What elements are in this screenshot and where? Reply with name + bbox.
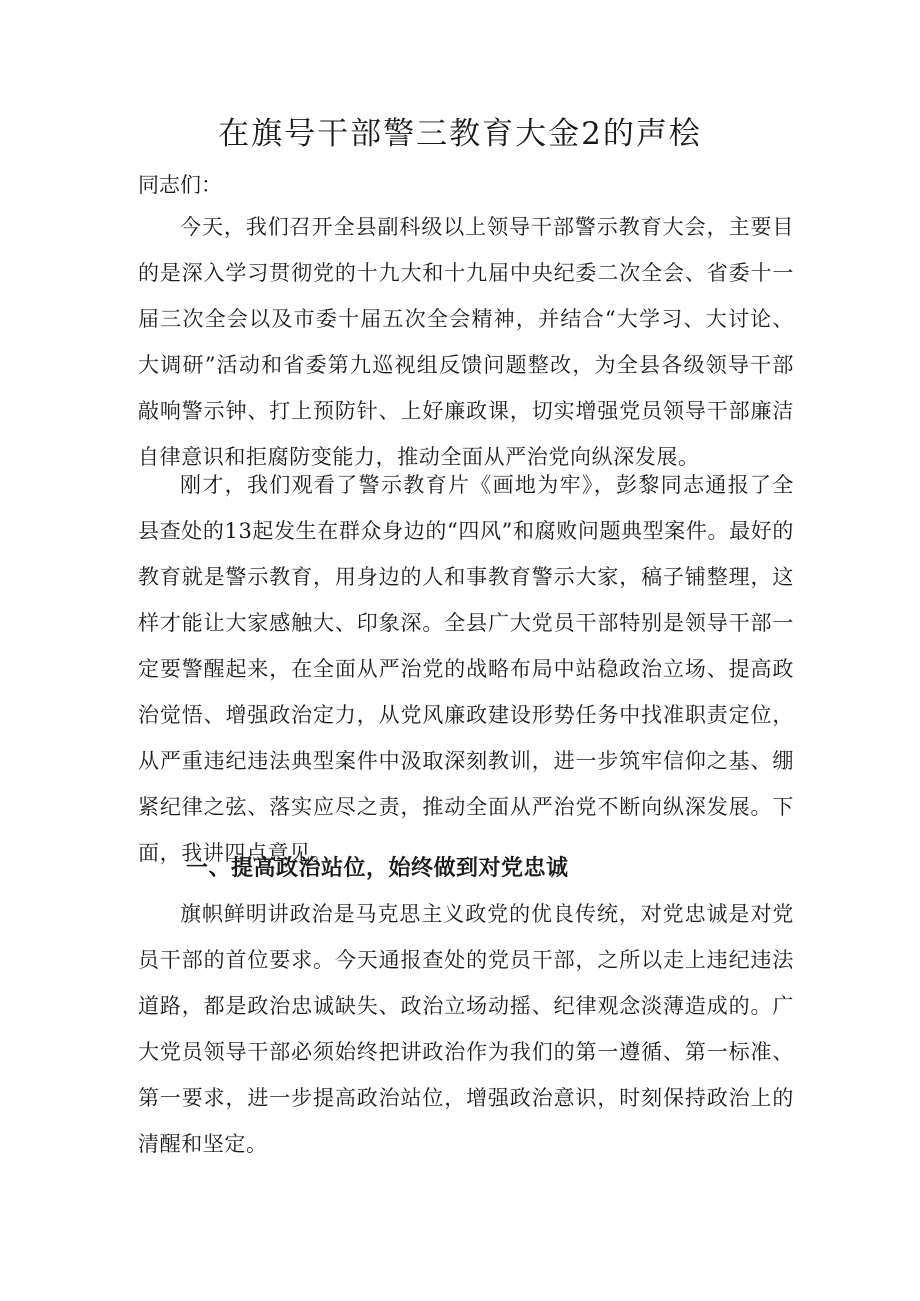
paragraph-section-one: 旗帜鲜明讲政治是马克思主义政党的优良传统，对党忠诚是对党员干部的首位要求。今天通报查处的党员干部，之所以走上违纪违法道路，都是政治忠诚缺失、政治立场动摇、纪律观念淡薄造成的。广大党员领导干部必须始终把讲政治作为我们的第一遵循、第一标准、第一要求，进一步提高政治站位，增强政治意识，时刻保持政治上的清醒和坚定。 (138, 902, 794, 1156)
paragraph-intro: 今天，我们召开全县副科级以上领导干部警示教育大会，主要目的是深入学习贯彻党的十九大和十九届中央纪委二次全会、省委十一届三次全会以及市委十届五次全会精神，并结合“大学习、大讨论、大调研”活动和省委第九巡视组反馈问题整改，为全县各级领导干部敲响警示钟、打上预防针、上好廉政课，切实增强党员领导干部廉洁自律意识和拒腐防变能力，推动全面从严治党向纵深发展。 (138, 215, 794, 469)
document-title: 在旗号干部警三教育大金2的声桧 (218, 116, 702, 152)
section-heading: 一、提高政治站位，始终做到对党忠诚 (186, 856, 569, 881)
salutation: 同志们： (138, 173, 222, 197)
paragraph-case-review: 刚才，我们观看了警示教育片《画地为牢》，彭黎同志通报了全县查处的13起发生在群众身边的“四风”和腐败问题典型案件。最好的教育就是警示教育，用身边的人和事教育警示大家，稿子铺整理，这样才能让大家感触大、印象深。全县广大党员干部特别是领导干部一定要警醒起来，在全面从严治党的战略布局中站稳政治立场、提高政治觉悟、增强政治定力，从党风廉政建设形势任务中找准职责定位，从严重违纪违法典型案件中汲取深刻教训，进一步筑牢信仰之基、绷紧纪律之弦、落实应尽之责，推动全面从严治党不断向纵深发展。下面，我讲四点意见。 (138, 473, 794, 865)
